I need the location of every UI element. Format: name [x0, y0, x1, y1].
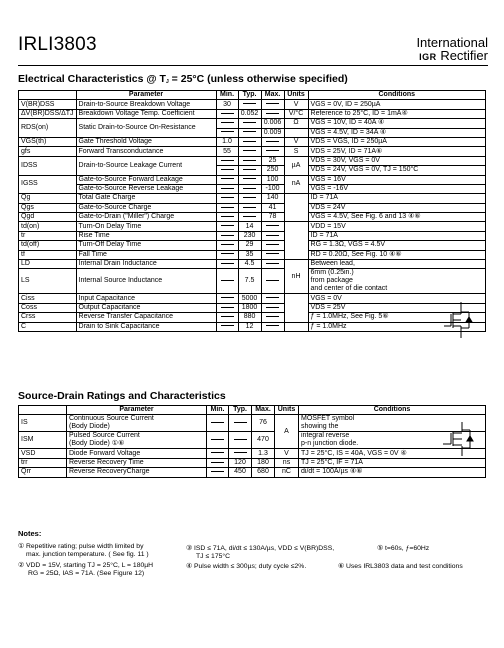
electrical-characteristics-table: [18, 90, 486, 332]
min-cell: [216, 303, 238, 312]
max-cell: [261, 313, 284, 322]
conditions-cell: VDS = 25V, ID = 71A⑥: [308, 147, 485, 156]
min-cell: [216, 156, 238, 165]
units-cell: V: [284, 100, 308, 109]
symbol-cell: td(off): [19, 241, 77, 250]
column-header: Min.: [216, 91, 238, 100]
condition-line: from package: [310, 277, 353, 285]
units-cell: ns: [275, 458, 299, 467]
min-cell: [207, 458, 229, 467]
typ-cell: 12: [238, 322, 261, 331]
note-2b: RG = 25Ω, IAS = 71A. (See Figure 12): [28, 570, 145, 578]
parameter-cell: Gate-to-Drain ("Miller") Charge: [76, 213, 216, 222]
elec-section-title: Electrical Characteristics @ $T_J = 25^\circ C$ (unless otherwise specified): [18, 73, 348, 85]
max-cell: [261, 147, 284, 156]
min-cell: [216, 194, 238, 203]
table-row: [19, 322, 486, 331]
min-cell: [216, 175, 238, 184]
conditions-cell: ID = 71A: [308, 194, 485, 203]
typ-cell: 450: [229, 468, 252, 477]
min-cell: [216, 294, 238, 303]
min-cell: [216, 213, 238, 222]
units-cell: V: [275, 449, 299, 458]
table-row: [19, 203, 486, 212]
max-cell: 100: [261, 175, 284, 184]
mosfet-symbol-icon: [441, 300, 475, 340]
column-header: [19, 406, 67, 415]
conditions-cell: [308, 269, 485, 294]
min-cell: [216, 269, 238, 294]
symbol-cell: Crss: [19, 313, 77, 322]
parameter-cell: Gate Threshold Voltage: [76, 137, 216, 146]
symbol-cell: IDSS: [19, 156, 77, 175]
condition-line: and center of die contact: [310, 285, 388, 293]
table-row: [19, 156, 486, 165]
conditions-cell: VDS = 30V, VGS = 0V: [308, 156, 485, 165]
table-row: [19, 213, 486, 222]
max-cell: [261, 322, 284, 331]
parameter-cell: Static Drain-to-Source On-Resistance: [76, 119, 216, 138]
typ-cell: 14: [238, 222, 261, 231]
symbol-cell: Ciss: [19, 294, 77, 303]
parameter-cell: Input Capacitance: [76, 294, 216, 303]
typ-cell: 7.5: [238, 269, 261, 294]
column-header: Max.: [261, 91, 284, 100]
symbol-cell: Qrr: [19, 468, 67, 477]
parameter-cell: [67, 415, 207, 432]
typ-cell: 35: [238, 250, 261, 259]
units-cell: [284, 128, 308, 137]
parameter-cell: [67, 458, 207, 467]
note-3b: TJ ≤ 175°C: [196, 553, 231, 561]
parameter-line: Reverse RecoveryCharge: [69, 468, 150, 476]
max-cell: [261, 100, 284, 109]
symbol-cell: VGS(th): [19, 137, 77, 146]
max-cell: 25: [261, 156, 284, 165]
typ-cell: [238, 137, 261, 146]
conditions-cell: RD = 0.20Ω, See Fig. 10 ④⑥: [308, 250, 485, 259]
column-header: Units: [275, 406, 299, 415]
condition-line: MOSFET symbol: [301, 415, 355, 423]
header-rule: [18, 65, 488, 66]
parameter-cell: Forward Transconductance: [76, 147, 216, 156]
parameter-cell: Reverse Transfer Capacitance: [76, 313, 216, 322]
min-cell: [216, 166, 238, 175]
note-1a: ① Repetitive rating; pulse width limited by: [18, 543, 144, 551]
conditions-cell: Between lead,: [308, 260, 485, 269]
parameter-cell: Fall Time: [76, 250, 216, 259]
table-row: [19, 432, 486, 449]
symbol-cell: tf: [19, 250, 77, 259]
symbol-cell: C: [19, 322, 77, 331]
table-row: [19, 241, 486, 250]
min-cell: [216, 203, 238, 212]
column-header: [19, 91, 77, 100]
note-4: ④ Pulse width ≤ 300µs; duty cycle ≤2%.: [186, 563, 307, 571]
table-row: [19, 147, 486, 156]
symbol-cell: RDS(on): [19, 119, 77, 138]
parameter-cell: Turn-Off Delay Time: [76, 241, 216, 250]
max-cell: 140: [261, 194, 284, 203]
source-drain-table: [18, 405, 486, 478]
parameter-cell: Internal Drain Inductance: [76, 260, 216, 269]
conditions-cell: [299, 468, 486, 477]
conditions-cell: VGS = -16V: [308, 184, 485, 193]
max-cell: 78: [261, 213, 284, 222]
symbol-cell: ISM: [19, 432, 67, 449]
parameter-cell: Turn-On Delay Time: [76, 222, 216, 231]
units-cell: [284, 322, 308, 331]
conditions-cell: VDS = 24V, VGS = 0V, TJ = 150°C: [308, 166, 485, 175]
symbol-cell: ΔV(BR)DSS/ΔTJ: [19, 109, 77, 118]
table-row: [19, 250, 486, 259]
condition-line: p-n junction diode.: [301, 440, 359, 448]
table-row: [19, 303, 486, 312]
min-cell: [216, 260, 238, 269]
conditions-cell: VGS = 0V, ID = 250µA: [308, 100, 485, 109]
table-row: [19, 109, 486, 118]
typ-cell: [238, 175, 261, 184]
table-row: [19, 458, 486, 467]
conditions-cell: VDD = 15V: [308, 222, 485, 231]
condition-line: TJ = 25°C, IS = 40A, VGS = 0V ④: [301, 449, 407, 457]
table-row: [19, 175, 486, 184]
conditions-cell: VDS = VGS, ID = 250µA: [308, 137, 485, 146]
typ-cell: [238, 203, 261, 212]
min-cell: [216, 322, 238, 331]
typ-cell: 29: [238, 241, 261, 250]
parameter-cell: Internal Source Inductance: [76, 269, 216, 294]
max-cell: [261, 231, 284, 240]
conditions-cell: VGS = 16V: [308, 175, 485, 184]
symbol-cell: V(BR)DSS: [19, 100, 77, 109]
table-row: [19, 468, 486, 477]
parameter-line: Diode Forward Voltage: [69, 449, 141, 457]
table-row: [19, 119, 486, 128]
parameter-line: Reverse Recovery Time: [69, 458, 144, 466]
symbol-cell: IGSS: [19, 175, 77, 194]
typ-cell: [238, 147, 261, 156]
units-cell: nH: [284, 260, 308, 294]
note-6: ⑥ Uses IRL3803 data and test conditions: [338, 563, 463, 571]
column-header: Units: [284, 91, 308, 100]
units-cell: nA: [284, 175, 308, 194]
units-cell: A: [275, 415, 299, 449]
units-cell: [284, 194, 308, 222]
min-cell: 55: [216, 147, 238, 156]
conditions-cell: VGS = 0V: [308, 294, 485, 303]
column-header: Parameter: [76, 91, 216, 100]
table-row: [19, 260, 486, 269]
conditions-cell: ƒ = 1.0MHz: [308, 322, 485, 331]
conditions-cell: ID = 71A: [308, 231, 485, 240]
symbol-cell: trr: [19, 458, 67, 467]
typ-cell: [238, 156, 261, 165]
parameter-line: Pulsed Source Current: [69, 432, 140, 440]
min-cell: [207, 468, 229, 477]
parameter-cell: Drain-to-Source Leakage Current: [76, 156, 216, 175]
column-header: Min.: [207, 406, 229, 415]
brand-line2: Rectifier: [440, 48, 488, 63]
column-header: Max.: [252, 406, 275, 415]
max-cell: [261, 260, 284, 269]
parameter-cell: Gate-to-Source Forward Leakage: [76, 175, 216, 184]
max-cell: [261, 269, 284, 294]
column-header: Parameter: [67, 406, 207, 415]
symbol-cell: LS: [19, 269, 77, 294]
min-cell: 1.0: [216, 137, 238, 146]
min-cell: [216, 128, 238, 137]
conditions-cell: VGS = 4.5V, ID = 34A ④: [308, 128, 485, 137]
max-cell: [261, 250, 284, 259]
typ-cell: [238, 119, 261, 128]
min-cell: [216, 184, 238, 193]
units-cell: [284, 222, 308, 260]
typ-cell: [238, 213, 261, 222]
table-row: [19, 415, 486, 432]
parameter-cell: [67, 468, 207, 477]
notes-section: [18, 530, 488, 593]
condition-line: di/dt = 100A/µs ④⑥: [301, 468, 363, 476]
conditions-cell: VDS = 24V: [308, 203, 485, 212]
parameter-cell: [67, 432, 207, 449]
condition-line: integral reverse: [301, 432, 350, 440]
units-cell: V/°C: [284, 109, 308, 118]
typ-cell: 4.5: [238, 260, 261, 269]
max-cell: [261, 109, 284, 118]
note-3a: ③ ISD ≤ 71A, di/dt ≤ 130A/µs, VDD ≤ V(BR)DSS,: [186, 545, 335, 553]
symbol-cell: gfs: [19, 147, 77, 156]
typ-cell: [229, 415, 252, 432]
brand-line1: International: [416, 35, 488, 50]
brand-mark: IGR: [419, 52, 437, 62]
max-cell: [261, 303, 284, 312]
min-cell: [207, 449, 229, 458]
units-cell: [284, 294, 308, 322]
max-cell: 41: [261, 203, 284, 212]
parameter-cell: Gate-to-Source Reverse Leakage: [76, 184, 216, 193]
min-cell: [216, 222, 238, 231]
conditions-cell: Reference to 25°C, ID = 1mA④: [308, 109, 485, 118]
min-cell: [216, 231, 238, 240]
symbol-cell: LD: [19, 260, 77, 269]
note-5: ⑤ t=60s, ƒ=60Hz: [377, 545, 430, 553]
condition-line: showing the: [301, 423, 339, 431]
typ-cell: [238, 194, 261, 203]
parameter-cell: Output Capacitance: [76, 303, 216, 312]
parameter-cell: Drain to Sink Capacitance: [76, 322, 216, 331]
max-cell: [261, 294, 284, 303]
units-cell: S: [284, 147, 308, 156]
table-row: [19, 184, 486, 193]
symbol-cell: Qgs: [19, 203, 77, 212]
parameter-cell: [67, 449, 207, 458]
units-cell: V: [284, 137, 308, 146]
max-cell: [261, 222, 284, 231]
table-row: [19, 222, 486, 231]
typ-cell: [229, 449, 252, 458]
typ-cell: [238, 100, 261, 109]
conditions-cell: ƒ = 1.0MHz, See Fig. 5⑥: [308, 313, 485, 322]
conditions-cell: [299, 458, 486, 467]
table-row: [19, 231, 486, 240]
max-cell: 180: [252, 458, 275, 467]
max-cell: 250: [261, 166, 284, 175]
table-row: [19, 269, 486, 294]
conditions-cell: RG = 1.3Ω, VGS = 4.5V: [308, 241, 485, 250]
typ-cell: [238, 128, 261, 137]
notes-heading: Notes:: [18, 529, 42, 538]
conditions-cell: VGS = 4.5V, See Fig. 6 and 13 ④⑥: [308, 213, 485, 222]
parameter-cell: Rise Time: [76, 231, 216, 240]
symbol-cell: Qg: [19, 194, 77, 203]
symbol-cell: Coss: [19, 303, 77, 312]
parameter-line: (Body Diode): [69, 423, 110, 431]
brand-logo: [416, 36, 488, 62]
typ-cell: 880: [238, 313, 261, 322]
parameter-cell: Gate-to-Source Charge: [76, 203, 216, 212]
max-cell: 76: [252, 415, 275, 432]
max-cell: [261, 137, 284, 146]
units-cell: Ω: [284, 119, 308, 128]
typ-cell: 230: [238, 231, 261, 240]
max-cell: [261, 241, 284, 250]
table-row: [19, 313, 486, 322]
column-header: Typ.: [238, 91, 261, 100]
min-cell: [216, 109, 238, 118]
min-cell: [216, 313, 238, 322]
max-cell: 470: [252, 432, 275, 449]
typ-cell: 5000: [238, 294, 261, 303]
symbol-cell: IS: [19, 415, 67, 432]
column-header: Typ.: [229, 406, 252, 415]
min-cell: [216, 241, 238, 250]
max-cell: 0.006: [261, 119, 284, 128]
symbol-cell: Qgd: [19, 213, 77, 222]
table-row: [19, 449, 486, 458]
symbol-cell: VSD: [19, 449, 67, 458]
typ-cell: [238, 184, 261, 193]
min-cell: [216, 119, 238, 128]
typ-cell: 1800: [238, 303, 261, 312]
column-header: Conditions: [299, 406, 486, 415]
mosfet-diode-symbol-icon: [440, 420, 476, 458]
units-cell: nC: [275, 468, 299, 477]
sd-section-title: Source-Drain Ratings and Characteristics: [18, 390, 226, 402]
conditions-cell: VDS = 25V: [308, 303, 485, 312]
note-1b: max. junction temperature. ( See fig. 11 ): [26, 551, 149, 559]
parameter-cell: Drain-to-Source Breakdown Voltage: [76, 100, 216, 109]
condition-line: 6mm (0.25in.): [310, 269, 354, 277]
condition-line: TJ = 25°C, IF = 71A: [301, 458, 363, 466]
conditions-cell: VGS = 10V, ID = 40A ④: [308, 119, 485, 128]
symbol-cell: td(on): [19, 222, 77, 231]
max-cell: -100: [261, 184, 284, 193]
typ-cell: [229, 432, 252, 449]
parameter-cell: Total Gate Charge: [76, 194, 216, 203]
symbol-cell: tr: [19, 231, 77, 240]
min-cell: [216, 250, 238, 259]
parameter-cell: Breakdown Voltage Temp. Coefficient: [76, 109, 216, 118]
note-2a: ② VDD = 15V, starting TJ = 25°C, L = 180µH: [18, 562, 154, 570]
table-row: [19, 194, 486, 203]
max-cell: 680: [252, 468, 275, 477]
units-cell: µA: [284, 156, 308, 175]
max-cell: 0.009: [261, 128, 284, 137]
typ-cell: 120: [229, 458, 252, 467]
part-number: IRLI3803: [18, 34, 97, 55]
typ-cell: 0.052: [238, 109, 261, 118]
table-row: [19, 137, 486, 146]
max-cell: 1.3: [252, 449, 275, 458]
min-cell: 30: [216, 100, 238, 109]
table-row: [19, 294, 486, 303]
parameter-line: Continuous Source Current: [69, 415, 154, 423]
typ-cell: [238, 166, 261, 175]
table-row: [19, 100, 486, 109]
column-header: Conditions: [308, 91, 485, 100]
parameter-line: (Body Diode) ①⑥: [69, 440, 125, 448]
min-cell: [207, 432, 229, 449]
min-cell: [207, 415, 229, 432]
